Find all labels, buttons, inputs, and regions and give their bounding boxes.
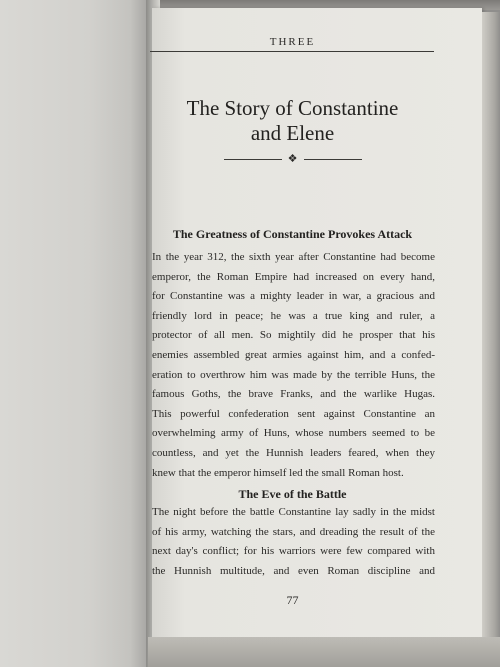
text-line: the Hunnish multitude, and even Roman discipline and: [152, 564, 435, 577]
paragraph: [152, 503, 435, 581]
bottom-page-edge: [148, 637, 500, 667]
text-line: overwhelming army of Huns, whose numbers seemed to be: [152, 427, 435, 440]
text-line: emperor, the Roman Empire had increased on every hand,: [152, 270, 435, 283]
text-line: famous Goths, the brave Franks, and the warlike Hugas.: [152, 388, 435, 401]
fleuron-icon: ❖: [287, 153, 298, 165]
title-ornament: [200, 152, 385, 166]
text-line: countless, and yet the Hunnish leaders feared, when they: [152, 446, 435, 459]
paragraph: [152, 248, 435, 483]
left-page: [0, 0, 148, 667]
text-line: knew that the emperor himself led the small Roman host.: [152, 466, 404, 479]
text-line: enemies assembled great armies against him, and a confed-: [152, 348, 435, 361]
chapter-title: [150, 96, 435, 146]
ornament-rule-right: [304, 159, 362, 160]
text-line: for Constantine was a mighty leader in war, a gracious and: [152, 290, 435, 303]
text-line: In the year 312, the sixth year after Constantine had become: [152, 251, 435, 263]
text-line: next day's conflict; for his warriors were few compared with: [152, 545, 435, 558]
header-rule: [150, 51, 434, 52]
text-line: protector of all men. So mightily did he prosper that his: [152, 329, 435, 342]
text-line: This powerful confederation sent against Constantine an: [152, 407, 435, 420]
section-heading: The Eve of the Battle: [238, 487, 347, 501]
chapter-title-line: and Elene: [250, 121, 335, 145]
text-line: of his army, watching the stars, and dreading the result of the: [152, 525, 435, 538]
page-edge: [482, 12, 500, 667]
text-line: The night before the battle Constantine lay sadly in the midst: [152, 506, 435, 518]
section-heading: The Greatness of Constantine Provokes Attack: [172, 227, 413, 241]
chapter-label: THREE: [269, 36, 316, 48]
ornament-rule-left: [224, 159, 282, 160]
text-line: eration to overthrow him was made by the terrible Huns, the: [152, 368, 435, 381]
text-line: friendly lord in peace; he was a true king and ruler, a: [152, 309, 435, 322]
page-number: 77: [286, 593, 299, 607]
chapter-title-line: The Story of Constantine: [186, 96, 399, 120]
